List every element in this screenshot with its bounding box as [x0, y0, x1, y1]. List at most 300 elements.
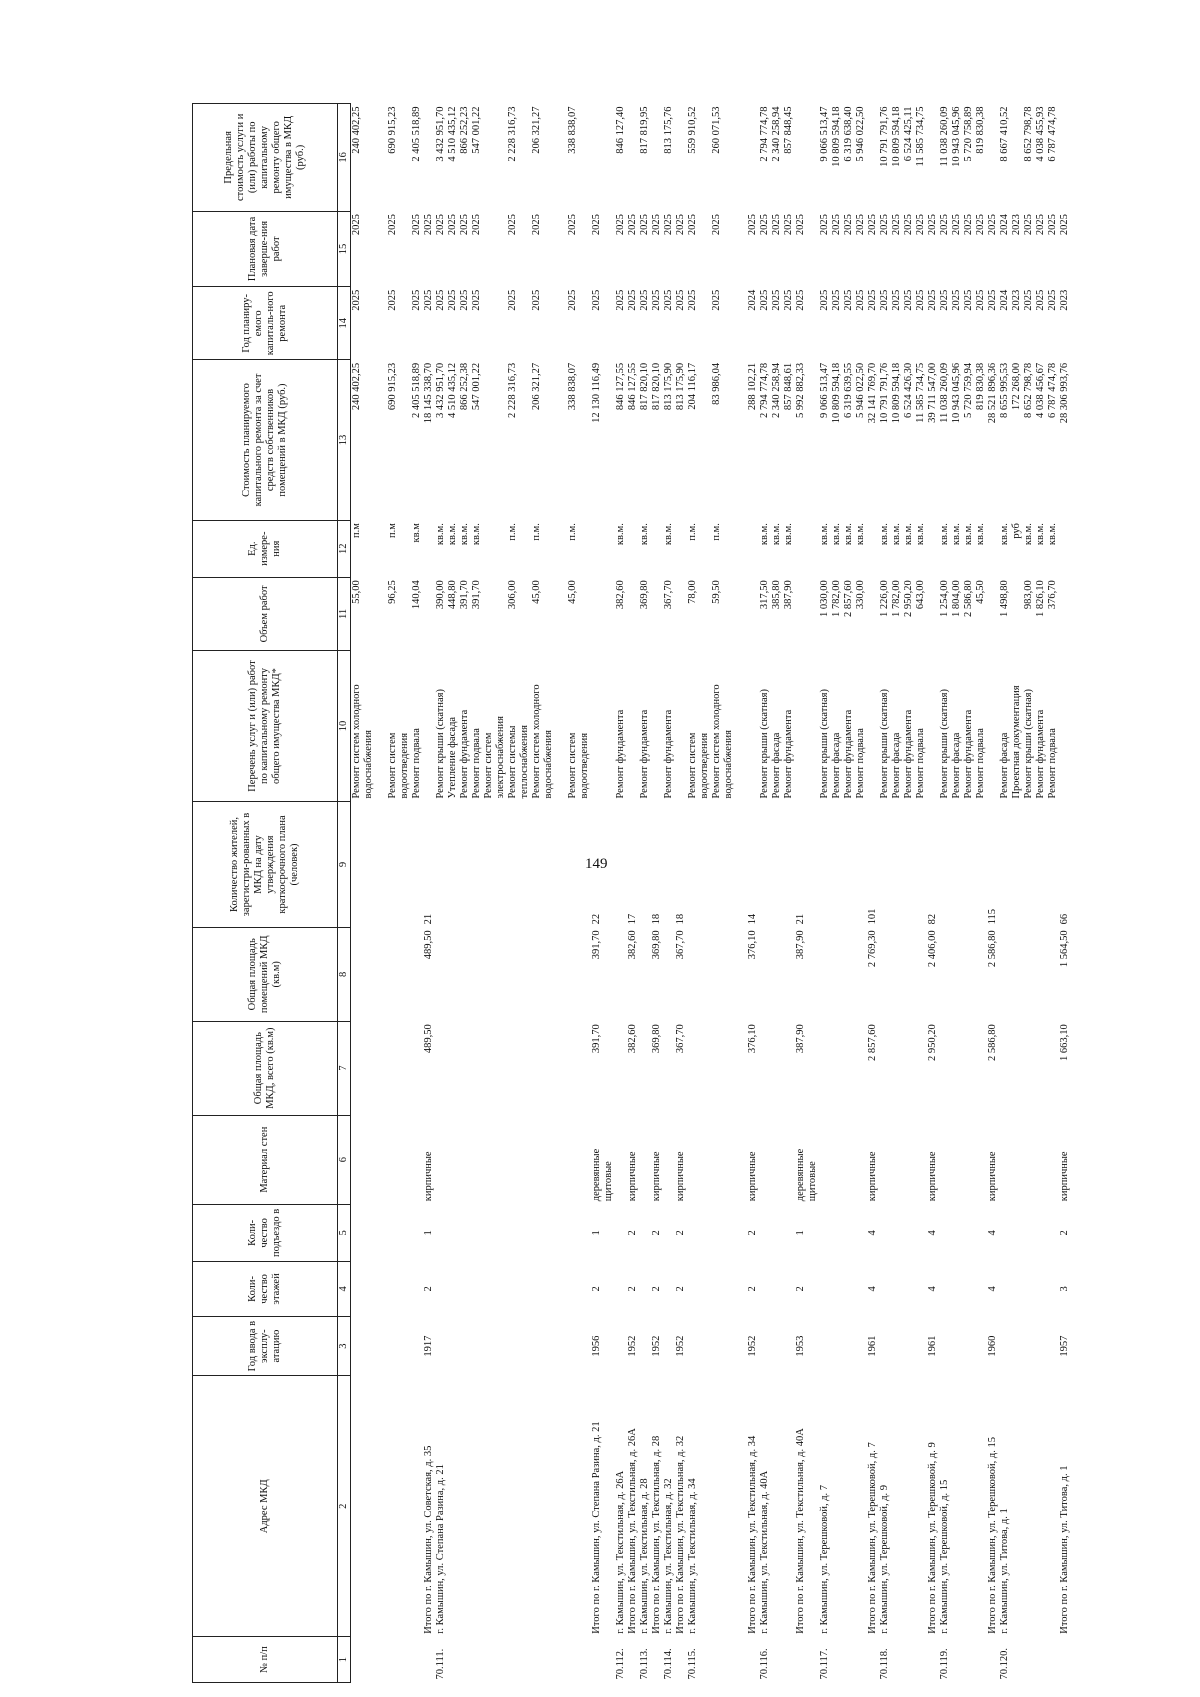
cell-wall-material [531, 1115, 543, 1204]
cell-work-type: электроснабжения [495, 716, 506, 799]
cell-floors [687, 1261, 699, 1316]
cell-unit [543, 520, 555, 577]
cell-floors [543, 1261, 555, 1316]
cell-floors [1047, 1261, 1059, 1316]
cell-premises-area [399, 927, 411, 1021]
cell-total-area [819, 1021, 831, 1115]
cell-entrances [1023, 1204, 1035, 1261]
header-cell: Коли-чество подъездо в [193, 1204, 338, 1261]
cell-residents [387, 802, 399, 928]
cell-cost: 690 915,23 [387, 362, 398, 411]
table-row [363, 104, 375, 1683]
cell-year [819, 1316, 831, 1375]
cell-work-type: Ремонт фасада [891, 732, 902, 799]
cell-volume: 391,70 [471, 580, 482, 610]
table-row [1023, 104, 1035, 1683]
cell-limit-cost [375, 104, 387, 212]
cell-residents: 21 [423, 913, 434, 925]
cell-entrances [483, 1204, 495, 1261]
cell-item-number [891, 1637, 903, 1683]
cell-year [483, 1316, 495, 1375]
column-number: 1 [338, 1637, 351, 1683]
cell-year [975, 1316, 987, 1375]
cell-volume: 390,00 [435, 580, 446, 610]
cell-wall-material [723, 1115, 735, 1204]
cell-repair-year: 2025 [507, 289, 518, 311]
cell-floors [495, 1261, 507, 1316]
cell-cost: 2 794 774,78 [759, 362, 770, 419]
cell-total-area [687, 1021, 699, 1115]
cell-repair-year: 2025 [795, 289, 806, 311]
cell-entrances [603, 1204, 615, 1261]
cell-entrances [951, 1204, 963, 1261]
cell-volume [651, 577, 663, 650]
cell-completion-date: 2025 [831, 214, 842, 236]
cell-cost: 172 268,00 [1011, 362, 1022, 411]
cell-repair-year: 2025 [639, 289, 650, 311]
cell-repair-year: 2025 [819, 289, 830, 311]
cell-limit-cost: 690 915,23 [387, 106, 398, 154]
table-row [483, 104, 495, 1683]
cell-work-type [735, 651, 747, 802]
cell-total-area: 1 663,10 [1059, 1024, 1070, 1061]
cell-completion-date: 2025 [351, 214, 362, 236]
cell-volume: 448,80 [447, 580, 458, 610]
cell-entrances [399, 1204, 411, 1261]
table-row [663, 104, 675, 1683]
cell-address [807, 1376, 819, 1637]
table-row [579, 104, 591, 1683]
cell-residents: 115 [987, 909, 998, 925]
cell-repair-year: 2025 [1023, 289, 1034, 311]
cell-volume: 1 254,00 [939, 580, 950, 618]
cell-work-type: Ремонт систем [687, 732, 698, 799]
cell-entrances [375, 1204, 387, 1261]
cell-year [411, 1316, 423, 1375]
cell-total-area [999, 1021, 1011, 1115]
cell-work-type [1059, 651, 1071, 802]
cell-premises-area [951, 927, 963, 1021]
cell-completion-date: 2025 [795, 214, 806, 236]
cell-repair-year: 2025 [627, 289, 638, 311]
cell-unit: кв.м. [1047, 523, 1058, 546]
cell-completion-date: 2025 [1047, 214, 1058, 236]
cell-completion-date: 2025 [1059, 214, 1070, 236]
cell-entrances [555, 1204, 567, 1261]
table-row [987, 104, 999, 1683]
cell-wall-material [387, 1115, 399, 1204]
table-body [351, 104, 1072, 1683]
cell-volume: 1 782,00 [831, 580, 842, 618]
cell-total-area: 387,90 [795, 1024, 806, 1054]
cell-item-number [351, 1637, 364, 1683]
cell-completion-date [807, 211, 819, 287]
cell-item-number [915, 1637, 927, 1683]
cell-year [855, 1316, 867, 1375]
cell-unit [1059, 520, 1071, 577]
cell-item-number [579, 1637, 591, 1683]
cell-completion-date: 2025 [591, 214, 602, 236]
cell-year: 1961 [867, 1335, 878, 1357]
cell-volume [603, 577, 615, 650]
cell-year [831, 1316, 843, 1375]
cell-repair-year: 2023 [1059, 289, 1070, 311]
cell-premises-area [375, 927, 387, 1021]
cell-item-number [903, 1637, 915, 1683]
cell-address: Итого по г. Камышин, ул. Степана Разина, д. 21 [591, 1421, 602, 1634]
table-row [615, 104, 627, 1683]
column-number: 15 [338, 211, 351, 287]
cell-limit-cost: 11 038 260,09 [939, 106, 950, 167]
cell-item-number: 70.120. [999, 1648, 1010, 1680]
table-row [879, 104, 891, 1683]
cell-entrances [831, 1204, 843, 1261]
cell-entrances [1047, 1204, 1059, 1261]
cell-total-area: 367,70 [675, 1024, 686, 1054]
cell-unit: кв.м. [903, 523, 914, 546]
cell-limit-cost: 559 910,52 [687, 106, 698, 154]
cell-year [1023, 1316, 1035, 1375]
cell-year [435, 1316, 447, 1375]
cell-repair-year [375, 287, 387, 360]
cell-completion-date: 2025 [939, 214, 950, 236]
cell-premises-area: 391,70 [591, 930, 602, 960]
table-row [387, 104, 399, 1683]
cell-total-area [615, 1021, 627, 1115]
cell-limit-cost: 2 340 258,94 [771, 106, 782, 162]
cell-repair-year [699, 287, 711, 360]
cell-completion-date [399, 211, 411, 287]
cell-limit-cost [867, 104, 879, 212]
cell-total-area [915, 1021, 927, 1115]
cell-wall-material [999, 1115, 1011, 1204]
cell-work-type [423, 651, 435, 802]
cell-volume: 983,00 [1023, 580, 1034, 610]
cell-entrances [387, 1204, 399, 1261]
table-row [735, 104, 747, 1683]
header-cell: Общая площадь помещений МКД (кв.м) [193, 927, 338, 1021]
cell-entrances [711, 1204, 723, 1261]
cell-total-area: 489,50 [423, 1024, 434, 1054]
cell-cost [807, 360, 819, 520]
cell-total-area [735, 1021, 747, 1115]
cell-cost [375, 360, 387, 520]
cell-item-number: 70.111. [435, 1648, 446, 1680]
cell-unit: п.м. [711, 523, 722, 541]
cell-cost [723, 360, 735, 520]
cell-volume: 140,04 [411, 580, 422, 610]
cell-year [447, 1316, 459, 1375]
cell-address [555, 1376, 567, 1637]
cell-item-number [1011, 1637, 1023, 1683]
table-row [507, 104, 519, 1683]
cell-work-type [795, 651, 807, 802]
cell-wall-material: кирпичные [627, 1151, 638, 1202]
cell-residents [975, 802, 987, 928]
cell-total-area [771, 1021, 783, 1115]
table-row [567, 104, 579, 1683]
cell-completion-date [735, 211, 747, 287]
cell-work-type: Ремонт подвала [975, 728, 986, 799]
cell-limit-cost: 6 787 474,78 [1047, 106, 1058, 162]
cell-completion-date: 2025 [867, 214, 878, 236]
cell-work-type: Ремонт фундамента [615, 709, 626, 799]
cell-completion-date: 2025 [687, 214, 698, 236]
cell-limit-cost [363, 104, 375, 212]
cell-total-area [783, 1021, 795, 1115]
cell-address [1023, 1376, 1035, 1637]
cell-residents [951, 802, 963, 928]
cell-item-number [711, 1637, 723, 1683]
cell-wall-material [879, 1115, 891, 1204]
cell-floors [363, 1261, 375, 1316]
cell-premises-area: 387,90 [795, 930, 806, 960]
column-number: 11 [338, 577, 351, 650]
cell-year: 1956 [591, 1335, 602, 1357]
cell-limit-cost [519, 104, 531, 212]
cell-work-type: Ремонт подвала [411, 728, 422, 799]
cell-repair-year: 2025 [1035, 289, 1046, 311]
table-row [867, 104, 879, 1683]
cell-item-number [723, 1637, 735, 1683]
cell-premises-area [603, 927, 615, 1021]
cell-floors [783, 1261, 795, 1316]
cell-item-number [1047, 1637, 1059, 1683]
cell-premises-area [615, 927, 627, 1021]
cell-completion-date: 2025 [447, 214, 458, 236]
cell-work-type: Ремонт крыши (скатная) [879, 689, 890, 799]
cell-cost: 28 306 993,76 [1059, 362, 1070, 424]
cell-residents [831, 802, 843, 928]
cell-completion-date [603, 211, 615, 287]
cell-unit: кв.м. [471, 523, 482, 546]
table-row [831, 104, 843, 1683]
cell-residents [375, 802, 387, 928]
cell-cost: 9 066 513,47 [819, 362, 830, 419]
cell-item-number [963, 1637, 975, 1683]
cell-unit: кв.м. [663, 523, 674, 546]
cell-completion-date: 2025 [459, 214, 470, 236]
cell-unit: кв.м. [891, 523, 902, 546]
cell-limit-cost: 857 848,45 [783, 106, 794, 154]
cell-residents [483, 802, 495, 928]
cell-completion-date [579, 211, 591, 287]
cell-address [903, 1376, 915, 1637]
cell-total-area [699, 1021, 711, 1115]
cell-premises-area [1035, 927, 1047, 1021]
cell-item-number [807, 1637, 819, 1683]
cell-entrances [663, 1204, 675, 1261]
cell-cost: 866 252,38 [459, 362, 470, 411]
cell-address [507, 1376, 519, 1637]
cell-completion-date: 2025 [411, 214, 422, 236]
cell-work-type: Ремонт системы [507, 725, 518, 799]
cell-premises-area: 382,60 [627, 930, 638, 960]
cell-total-area [963, 1021, 975, 1115]
cell-completion-date: 2025 [531, 214, 542, 236]
cell-work-type [555, 651, 567, 802]
column-number: 2 [338, 1376, 351, 1637]
cell-total-area [723, 1021, 735, 1115]
cell-premises-area [735, 927, 747, 1021]
table-row [471, 104, 483, 1683]
cell-premises-area [819, 927, 831, 1021]
cell-repair-year: 2025 [987, 289, 998, 311]
cell-floors [1023, 1261, 1035, 1316]
cell-volume [375, 577, 387, 650]
cell-year [687, 1316, 699, 1375]
cell-entrances [495, 1204, 507, 1261]
cell-cost: 12 130 116,49 [591, 362, 602, 423]
table-row [555, 104, 567, 1683]
cell-work-type: Ремонт подвала [915, 728, 926, 799]
cell-address [399, 1376, 411, 1637]
cell-year [663, 1316, 675, 1375]
cell-item-number [855, 1637, 867, 1683]
cell-residents [663, 802, 675, 928]
cell-item-number [387, 1637, 399, 1683]
cell-entrances [567, 1204, 579, 1261]
cell-residents [687, 802, 699, 928]
table-row [351, 104, 364, 1683]
cell-residents [471, 802, 483, 928]
cell-completion-date: 2025 [387, 214, 398, 236]
cell-floors [855, 1261, 867, 1316]
cell-premises-area [975, 927, 987, 1021]
cell-item-number [651, 1637, 663, 1683]
cell-total-area [399, 1021, 411, 1115]
cell-address: Итого по г. Камышин, ул. Терешковой, д. 7 [867, 1442, 878, 1634]
cell-address: г. Камышин, ул. Текстильная, д. 34 [687, 1478, 698, 1634]
cell-floors: 2 [795, 1286, 806, 1292]
cell-year: 1961 [927, 1335, 938, 1357]
cell-address: г. Камышин, ул. Текстильная, д. 32 [663, 1478, 674, 1634]
cell-floors: 2 [423, 1286, 434, 1292]
cell-premises-area [843, 927, 855, 1021]
cell-item-number [519, 1637, 531, 1683]
cell-wall-material: кирпичные [1059, 1151, 1070, 1202]
cell-total-area: 2 857,60 [867, 1024, 878, 1061]
cell-volume: 330,00 [855, 580, 866, 610]
cell-year [639, 1316, 651, 1375]
table-row [543, 104, 555, 1683]
cell-work-type: Ремонт фундамента [639, 709, 650, 799]
cell-premises-area: 376,10 [747, 930, 758, 960]
header-cell: Год ввода в эксплу-атацию [193, 1316, 338, 1375]
cell-premises-area [723, 927, 735, 1021]
cell-unit: кв.м [411, 523, 422, 543]
cell-residents [519, 802, 531, 928]
cell-cost: 846 127,55 [615, 362, 626, 411]
cell-total-area [351, 1021, 364, 1115]
cell-work-type [675, 651, 687, 802]
cell-repair-year: 2025 [903, 289, 914, 311]
table-row [495, 104, 507, 1683]
cell-volume [627, 577, 639, 650]
cell-address [519, 1376, 531, 1637]
cell-limit-cost [483, 104, 495, 212]
cell-unit [423, 520, 435, 577]
cell-residents [411, 802, 423, 928]
cell-floors [963, 1261, 975, 1316]
cell-address [1047, 1376, 1059, 1637]
cell-completion-date: 2025 [855, 214, 866, 236]
cell-floors [399, 1261, 411, 1316]
cell-residents [855, 802, 867, 928]
cell-premises-area: 2 769,30 [867, 930, 878, 968]
cell-item-number [591, 1637, 603, 1683]
cell-work-type: Ремонт систем холодного [531, 684, 542, 799]
cell-limit-cost [591, 104, 603, 212]
table-row [459, 104, 471, 1683]
table-row [963, 104, 975, 1683]
table-row [627, 104, 639, 1683]
cell-residents: 14 [747, 913, 758, 925]
cell-limit-cost [579, 104, 591, 212]
cell-work-type: Ремонт крыши (скатная) [759, 689, 770, 799]
cell-premises-area [567, 927, 579, 1021]
cell-entrances [351, 1204, 364, 1261]
cell-limit-cost [627, 104, 639, 212]
column-number: 12 [338, 520, 351, 577]
cell-work-type: Ремонт крыши (скатная) [939, 689, 950, 799]
cell-address: Итого по г. Камышин, ул. Терешковой, д. 15 [987, 1437, 998, 1634]
cell-residents: 18 [675, 913, 686, 925]
cell-premises-area [903, 927, 915, 1021]
cell-completion-date: 2025 [951, 214, 962, 236]
cell-repair-year: 2024 [747, 289, 758, 311]
cell-entrances: 4 [867, 1230, 878, 1236]
cell-item-number [1035, 1637, 1047, 1683]
cell-total-area [447, 1021, 459, 1115]
column-number: 16 [338, 104, 351, 212]
cell-limit-cost: 260 071,53 [711, 106, 722, 154]
cell-residents [819, 802, 831, 928]
cell-entrances [435, 1204, 447, 1261]
cell-repair-year: 2025 [891, 289, 902, 311]
cell-repair-year: 2025 [771, 289, 782, 311]
cell-entrances [771, 1204, 783, 1261]
cell-limit-cost [747, 104, 759, 212]
cell-entrances [843, 1204, 855, 1261]
cell-year [363, 1316, 375, 1375]
table-row [1047, 104, 1059, 1683]
cell-completion-date: 2025 [1035, 214, 1046, 236]
cell-unit [735, 520, 747, 577]
cell-unit [579, 520, 591, 577]
cell-premises-area [999, 927, 1011, 1021]
cell-address: Итого по г. Камышин, ул. Титова, д. 1 [1059, 1465, 1070, 1634]
cell-premises-area [519, 927, 531, 1021]
cell-unit: кв.м. [831, 523, 842, 546]
cell-entrances [723, 1204, 735, 1261]
cell-total-area [531, 1021, 543, 1115]
cell-item-number [627, 1637, 639, 1683]
cell-wall-material [951, 1115, 963, 1204]
cell-address: Итого по г. Камышин, ул. Терешковой, д. 9 [927, 1442, 938, 1634]
cell-unit: кв.м. [855, 523, 866, 546]
cell-year [603, 1316, 615, 1375]
cell-entrances [363, 1204, 375, 1261]
cell-work-type: Ремонт подвала [855, 728, 866, 799]
cell-wall-material [699, 1115, 711, 1204]
cell-work-type: Ремонт крыши (скатная) [1023, 689, 1034, 799]
table-row [435, 104, 447, 1683]
cell-wall-material [411, 1115, 423, 1204]
cell-address: г. Камышин, ул. Текстильная, д. 28 [639, 1478, 650, 1634]
cell-entrances [1011, 1204, 1023, 1261]
cell-limit-cost: 2 405 518,89 [411, 106, 422, 162]
